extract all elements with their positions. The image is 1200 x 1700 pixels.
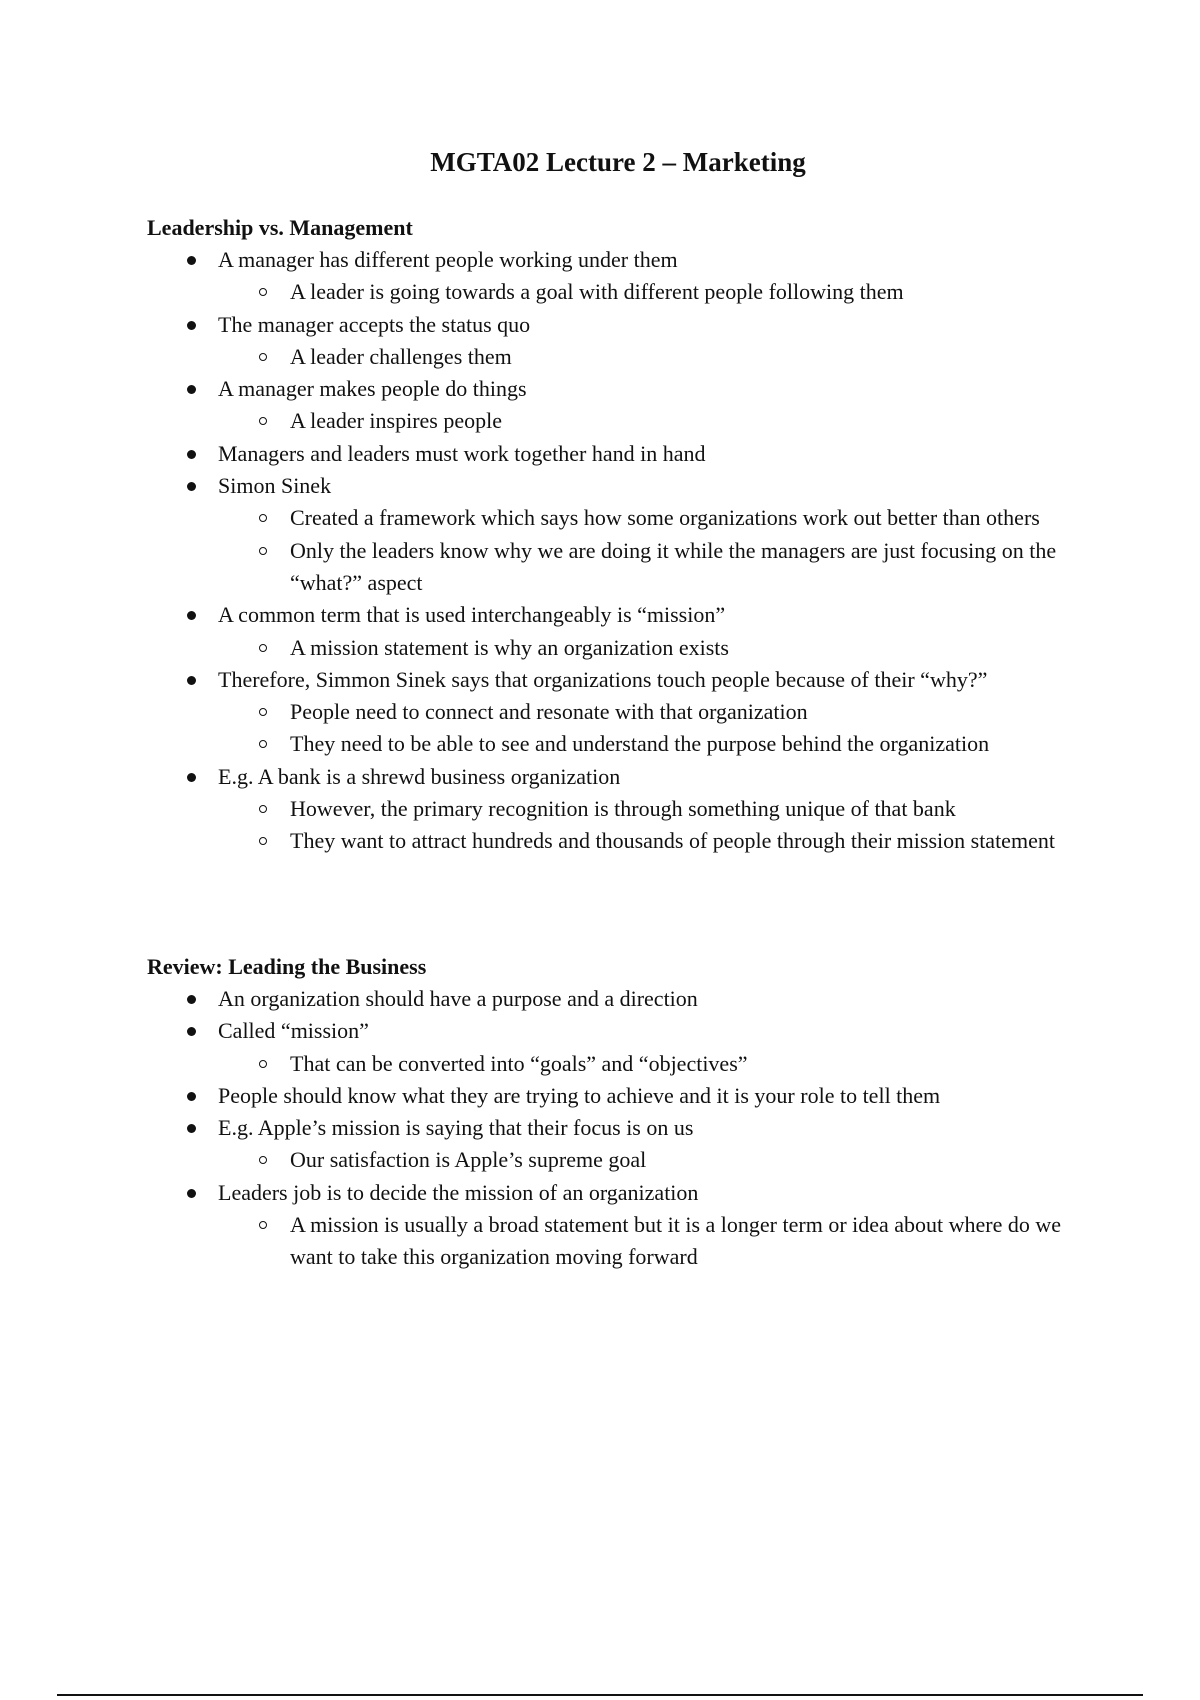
hollow-circle-bullet-icon [259, 1221, 267, 1229]
list-item [147, 664, 1087, 761]
list-item-text: Therefore, Simmon Sinek says that organizations touch people because of their “why?” [218, 666, 988, 692]
sub-list-item [290, 793, 1087, 825]
bullet-dot-icon [187, 256, 196, 265]
sub-list [218, 632, 1087, 664]
bullet-dot-icon [187, 1092, 196, 1101]
list-item [147, 309, 1087, 374]
sub-list-item [290, 535, 1087, 600]
sub-list-item-text: However, the primary recognition is through something unique of that bank [290, 796, 956, 822]
bullet-dot-icon [187, 1189, 196, 1198]
sub-list-item-text: They want to attract hundreds and thousands of people through their mission statement [290, 828, 1055, 854]
list-item-text: A common term that is used interchangeably is “mission” [218, 602, 726, 628]
hollow-circle-bullet-icon [259, 805, 267, 813]
sub-list-item-text: That can be converted into “goals” and “objectives” [290, 1050, 748, 1076]
bullet-dot-icon [187, 450, 196, 459]
list-item-text: Called “mission” [218, 1018, 369, 1044]
list-item [147, 1177, 1087, 1274]
list-item [147, 1080, 1087, 1112]
sub-list [218, 276, 1087, 308]
section-heading: Review: Leading the Business [147, 954, 427, 979]
sub-list-item [290, 1048, 1087, 1080]
list-item [147, 983, 1087, 1015]
hollow-circle-bullet-icon [259, 417, 267, 425]
sub-list-item-text: They need to be able to see and understand the purpose behind the organization [290, 731, 990, 757]
bullet-dot-icon [187, 611, 196, 620]
list-item [147, 438, 1087, 470]
bullet-dot-icon [187, 995, 196, 1004]
list-item-text: Managers and leaders must work together hand in hand [218, 440, 706, 466]
list-item [147, 1112, 1087, 1177]
sub-list-item-text: A leader is going towards a goal with different people following them [290, 279, 904, 305]
sub-list-item [290, 632, 1087, 664]
list-item [147, 373, 1087, 438]
bullet-dot-icon [187, 773, 196, 782]
section-heading: Leadership vs. Management [147, 215, 413, 240]
sub-list-item-text: People need to connect and resonate with that organization [290, 699, 808, 725]
section-leadership-vs-management [147, 212, 1087, 858]
list-item [147, 244, 1087, 309]
bullet-dot-icon [187, 321, 196, 330]
footer-divider [57, 1694, 1143, 1696]
list-item-text: E.g. A bank is a shrewd business organization [218, 763, 621, 789]
sub-list-item [290, 1144, 1087, 1176]
bullet-list [147, 244, 1087, 858]
hollow-circle-bullet-icon [259, 740, 267, 748]
list-item-text: People should know what they are trying to achieve and it is your role to tell them [218, 1082, 941, 1108]
sub-list [218, 502, 1087, 599]
sub-list [218, 1144, 1087, 1176]
list-item-text: A manager makes people do things [218, 376, 527, 402]
list-item-text: A manager has different people working under them [218, 247, 678, 272]
list-item-text: The manager accepts the status quo [218, 311, 531, 337]
sub-list-item-text: Our satisfaction is Apple’s supreme goal [290, 1147, 647, 1173]
sub-list [218, 696, 1087, 761]
list-item [147, 599, 1087, 664]
list-item-text: An organization should have a purpose and a direction [218, 986, 698, 1011]
hollow-circle-bullet-icon [259, 837, 267, 845]
hollow-circle-bullet-icon [259, 514, 267, 522]
bullet-list [147, 983, 1087, 1274]
page-title: MGTA02 Lecture 2 – Marketing [430, 147, 806, 177]
hollow-circle-bullet-icon [259, 353, 267, 361]
hollow-circle-bullet-icon [259, 1156, 267, 1164]
sub-list-item [290, 502, 1087, 534]
hollow-circle-bullet-icon [259, 1060, 267, 1068]
sub-list-item [290, 825, 1087, 857]
sub-list-item [290, 405, 1087, 437]
sub-list-item-text: Created a framework which says how some organizations work out better than others [290, 505, 1040, 531]
list-item [147, 470, 1087, 599]
list-item [147, 1015, 1087, 1080]
sub-list-item-text: A mission is usually a broad statement but it is a longer term or idea about where do we want to take this organization moving forward [290, 1212, 1062, 1270]
hollow-circle-bullet-icon [259, 644, 267, 652]
sub-list-item-text: A leader challenges them [290, 343, 512, 369]
sub-list-item-text: A mission statement is why an organization exists [290, 634, 729, 660]
sub-list-item [290, 341, 1087, 373]
list-item-text: Leaders job is to decide the mission of an organization [218, 1179, 699, 1205]
hollow-circle-bullet-icon [259, 288, 267, 296]
bullet-dot-icon [187, 1124, 196, 1133]
bullet-dot-icon [187, 482, 196, 491]
hollow-circle-bullet-icon [259, 547, 267, 555]
sub-list-item [290, 696, 1087, 728]
bullet-dot-icon [187, 1027, 196, 1036]
bullet-dot-icon [187, 676, 196, 685]
sub-list-item-text: Only the leaders know why we are doing it while the managers are just focusing on the “what?” aspect [290, 537, 1057, 595]
bullet-dot-icon [187, 385, 196, 394]
hollow-circle-bullet-icon [259, 708, 267, 716]
sub-list [218, 341, 1087, 373]
sub-list [218, 793, 1087, 858]
sub-list [218, 405, 1087, 437]
section-review-leading-the-business [147, 951, 1087, 1274]
list-item-text: Simon Sinek [218, 473, 332, 499]
sub-list-item [290, 276, 1087, 308]
sub-list [218, 1048, 1087, 1080]
list-item-text: E.g. Apple’s mission is saying that their focus is on us [218, 1115, 694, 1141]
list-item [147, 761, 1087, 858]
sub-list-item [290, 728, 1087, 760]
sub-list [218, 1209, 1087, 1274]
sub-list-item [290, 1209, 1087, 1274]
sub-list-item-text: A leader inspires people [290, 408, 502, 434]
